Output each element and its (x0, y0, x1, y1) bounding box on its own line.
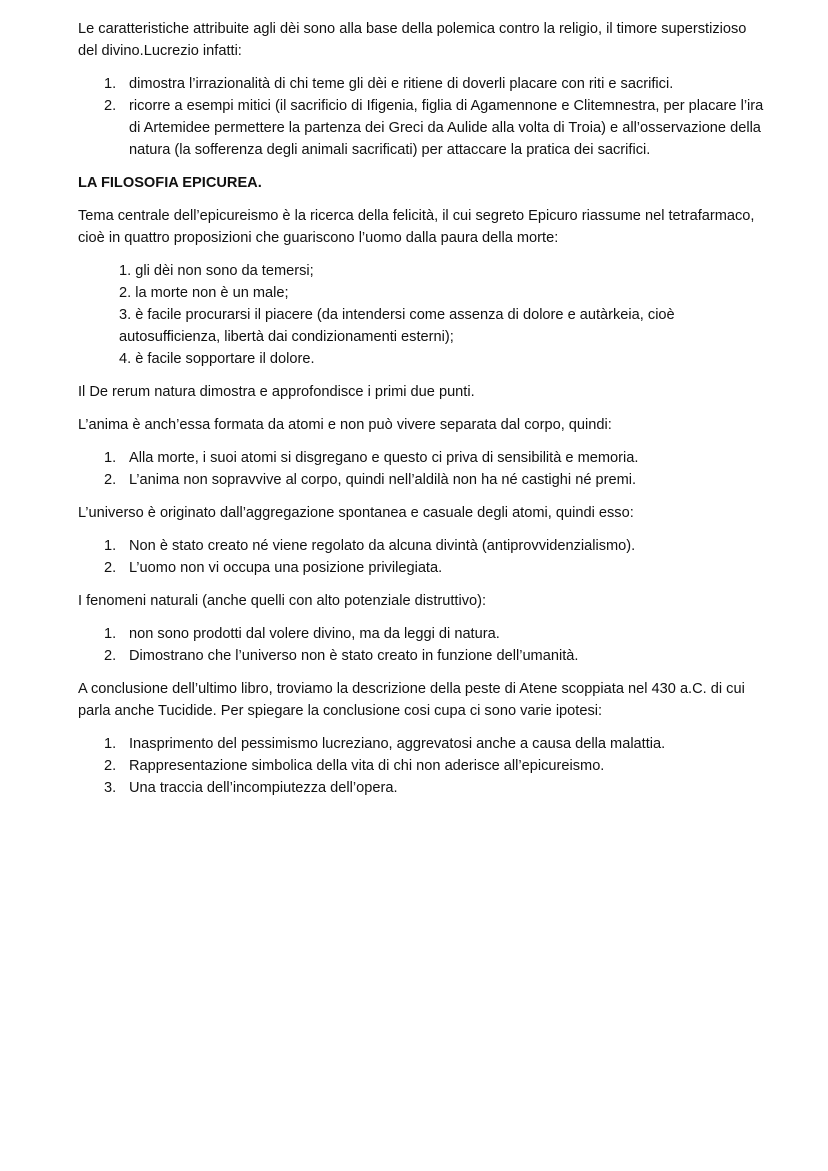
list-item (78, 95, 768, 161)
list-item (78, 447, 768, 469)
tetrafarmaco-item: 2. la morte non è un male; (119, 285, 289, 301)
list-item-text: dimostra l’irrazionalità di chi teme gli dèi e ritiene di doverli placare con riti e sacrifici. (129, 76, 674, 92)
list-item-number: 1. (104, 626, 117, 642)
list-item (78, 755, 768, 777)
ipotesi-list (78, 733, 768, 799)
list-item-number: 2. (104, 560, 117, 576)
list-item (78, 645, 768, 667)
list-item-number: 1. (104, 450, 117, 466)
list-item-text: non sono prodotti dal volere divino, ma da leggi di natura. (129, 626, 500, 642)
de-rerum-paragraph: Il De rerum natura dimostra e approfondisce i primi due punti. (78, 384, 475, 400)
universo-list (78, 535, 768, 579)
tetrafarmaco-item: 4. è facile sopportare il dolore. (119, 351, 315, 367)
list-item-number: 2. (104, 98, 117, 114)
tetrafarmaco-list (119, 260, 768, 370)
peste-paragraph: A conclusione dell’ultimo libro, troviamo la descrizione della peste di Atene scoppiata nel 430 a.C. di cui parla anche Tucidide. Per spiegare la conclusione cosi cupa ci sono varie ipotesi: (78, 681, 745, 719)
list-item (78, 623, 768, 645)
fenomeni-list (78, 623, 768, 667)
list-item (78, 535, 768, 557)
list-item-number: 3. (104, 780, 117, 796)
anima-list (78, 447, 768, 491)
anima-paragraph: L’anima è anch’essa formata da atomi e non può vivere separata dal corpo, quindi: (78, 417, 612, 433)
list-item-number: 1. (104, 736, 117, 752)
list-item-text: ricorre a esempi mitici (il sacrificio di Ifigenia, figlia di Agamennone e Clitemnestra, per placare l’ira di Artemidee permettere la partenza dei Greci da Aulide alla volta di Troia) e all’osservazione della natura (la sofferenza degli animali sacrificati) per attaccare la pratica dei sacrifici. (129, 98, 764, 158)
list-item-text: Dimostrano che l’universo non è stato creato in funzione dell’umanità. (129, 648, 579, 664)
list-item-number: 2. (104, 648, 117, 664)
list-item-text: Alla morte, i suoi atomi si disgregano e questo ci priva di sensibilità e memoria. (129, 450, 639, 466)
list-item-number: 1. (104, 538, 117, 554)
list-item-number: 2. (104, 758, 117, 774)
fenomeni-paragraph: I fenomeni naturali (anche quelli con alto potenziale distruttivo): (78, 593, 487, 609)
list-item (78, 73, 768, 95)
list-item (78, 557, 768, 579)
universo-paragraph: L’universo è originato dall’aggregazione spontanea e casuale degli atomi, quindi esso: (78, 505, 634, 521)
list-item (78, 733, 768, 755)
list-item (78, 777, 768, 799)
sacrifici-list (78, 73, 768, 161)
section-heading: LA FILOSOFIA EPICUREA. (78, 175, 262, 191)
epicureismo-paragraph: Tema centrale dell’epicureismo è la ricerca della felicità, il cui segreto Epicuro riassume nel tetrafarmaco, cioè in quattro proposizioni che guariscono l’uomo dalla paura della morte: (78, 208, 755, 246)
list-item (78, 469, 768, 491)
list-item-text: Non è stato creato né viene regolato da alcuna divintà (antiprovvidenzialismo). (129, 538, 636, 554)
list-item-number: 1. (104, 76, 117, 92)
list-item-text: Rappresentazione simbolica della vita di chi non aderisce all’epicureismo. (129, 758, 605, 774)
tetrafarmaco-item: 3. è facile procurarsi il piacere (da intendersi come assenza di dolore e autàrkeia, cioè autosufficienza, libertà dai condizionamenti esterni); (119, 307, 675, 345)
intro-paragraph: Le caratteristiche attribuite agli dèi sono alla base della polemica contro la religio, il timore superstizioso del divino.Lucrezio infatti: (78, 21, 747, 59)
list-item-text: Inasprimento del pessimismo lucreziano, aggrevatosi anche a causa della malattia. (129, 736, 666, 752)
list-item-text: L’anima non sopravvive al corpo, quindi nell’aldilà non ha né castighi né premi. (129, 472, 637, 488)
list-item-text: Una traccia dell’incompiutezza dell’opera. (129, 780, 398, 796)
list-item-number: 2. (104, 472, 117, 488)
list-item-text: L’uomo non vi occupa una posizione privilegiata. (129, 560, 443, 576)
tetrafarmaco-item: 1. gli dèi non sono da temersi; (119, 263, 314, 279)
